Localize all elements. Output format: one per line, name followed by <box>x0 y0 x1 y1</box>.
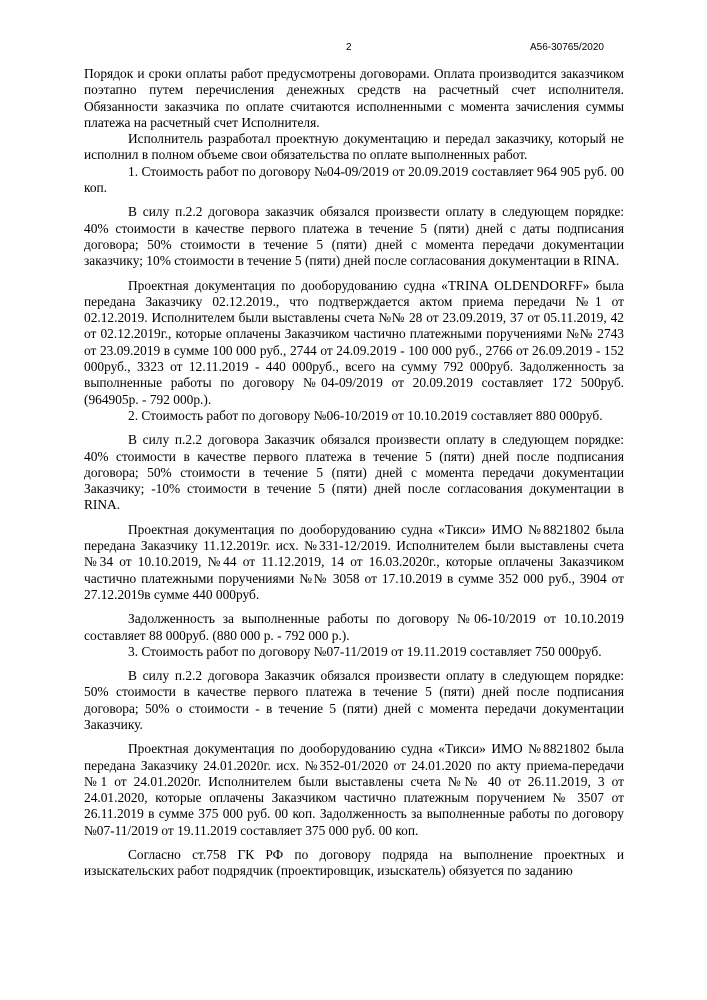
paragraph-payment-terms: Порядок и сроки оплаты работ предусмотрены договорами. Оплата производится заказчиком поэтапно путем перечисления денежных средств на расчетный счет исполнителя. Обязанности заказчика по оплате считаются исполненными с момента зачисления суммы платежа на расчетный счет Исполнителя. <box>84 66 624 130</box>
paragraph-contract-1-documentation: Проектная документация по дооборудованию судна «TRINA OLDENDORFF» была передана Заказчику 02.12.2019., что подтверждается актом приема передачи №1 от 02.12.2019. Исполнителем были выставлены счета №№ 28 от 23.09.2019, 37 от 05.11.2019, 42 от 02.12.2019г., которые оплачены Заказчиком частично платежными поручениями №№ 2743 от 23.09.2019 в сумме 100 000 руб., 2744 от 24.09.2019 - 100 000 руб., 2766 от 26.09.2019 - 152 000руб., 3323 от 12.11.2019 - 440 000руб., всего на сумму 792 000руб. Задолженность за выполненные работы по договору №04-09/2019 от 20.09.2019 составляет 172 500руб. (964905р. - 792 000р.). <box>84 277 624 407</box>
paragraph-contract-3-terms: В силу п.2.2 договора Заказчик обязался произвести оплату в следующем порядке: 50% стоимости в качестве первого платежа в течение 5 (пяти) дней после подписания договора; 50% о стоимости - в течение 5 (пяти) дней с момента передачи документации Заказчику. <box>84 668 624 732</box>
paragraph-contract-1-terms: В силу п.2.2 договора заказчик обязался произвести оплату в следующем порядке: 40% стоимости в качестве первого платежа в течение 5 (пяти) дней с даты подписания договора; 50% стоимости в течение 5 (пяти) дней с момента передачи документации заказчику; 10% стоимости в течение 5 (пяти) дней после согласования документации в RINA. <box>84 204 624 269</box>
paragraph-contract-1-cost: 1. Стоимость работ по договору №04-09/2019 от 20.09.2019 составляет 964 905 руб. 00 коп. <box>84 163 624 196</box>
paragraph-contract-2-cost: 2. Стоимость работ по договору №06-10/2019 от 10.10.2019 составляет 880 000руб. <box>128 407 603 423</box>
paragraph-contract-2-debt: Задолженность за выполненные работы по договору №06-10/2019 от 10.10.2019 составляет 88 000руб. (880 000 р. - 792 000 р.). <box>84 611 624 643</box>
paragraph-contract-2-documentation: Проектная документация по дооборудованию судна «Тикси» ИМО №8821802 была передана Заказчику 11.12.2019г. исх. №331-12/2019. Исполнителем были выставлены счета №34 от 10.10.2019, №44 от 11.12.2019, 14 от 16.03.2020г., которые оплачены Заказчиком частично платежными поручениями №№ 3058 от 17.10.2019 в сумме 352 000 руб., 3904 от 27.12.2019в сумме 440 000руб. <box>84 521 624 602</box>
document-body <box>84 66 624 880</box>
paragraph-civil-code-758: Согласно ст.758 ГК РФ по договору подряда на выполнение проектных и изыскательских работ подрядчик (проектировщик, изыскатель) обязуется по заданию <box>84 847 624 879</box>
paragraph-contract-3-cost: 3. Стоимость работ по договору №07-11/2019 от 19.11.2019 составляет 750 000руб. <box>128 643 602 659</box>
paragraph-contract-2-terms: В силу п.2.2 договора Заказчик обязался произвести оплату в следующем порядке: 40% стоимости в качестве первого платежа в течение 5 (пяти) дней после подписания договора; 50% стоимости в течение 5 (пяти) дней с момента передачи документации Заказчику; -10% стоимости в течение 5 (пяти) дней после согласования документации в RINA. <box>84 432 624 513</box>
case-number: А56-30765/2020 <box>530 42 604 53</box>
paragraph-executor-delivered: Исполнитель разработал проектную документацию и передал заказчику, который не исполнил в полном объеме свои обязательства по оплате выполненных работ. <box>84 131 624 163</box>
paragraph-contract-3-documentation: Проектная документация по дооборудованию судна «Тикси» ИМО №8821802 была передана Заказчику 24.01.2020г. исх. №352-01/2020 от 24.01.2020 по акту приема-передачи №1 от 24.01.2020г. Исполнителем были выставлены счета №№ 40 от 26.11.2019, 3 от 24.01.2020, которые оплачены Заказчиком частично платежным поручением № 3507 от 26.11.2019 в сумме 375 000 руб. 00 коп. Задолженность за выполненные работы по договору №07-11/2019 от 19.11.2019 составляет 375 000 руб. 00 коп. <box>84 741 624 838</box>
page-number: 2 <box>346 42 352 53</box>
